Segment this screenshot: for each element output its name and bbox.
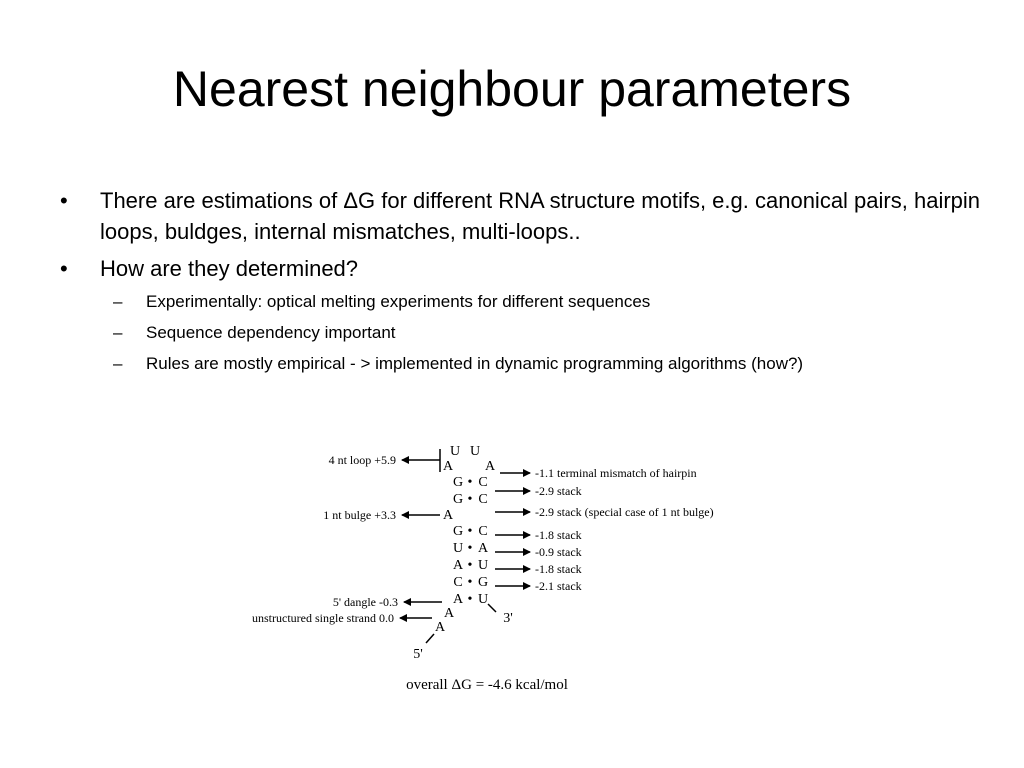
strand-line: [426, 634, 434, 643]
nucleotide: U: [477, 558, 489, 573]
slide-title: Nearest neighbour parameters: [172, 61, 852, 117]
sub-bullet-marker: –: [113, 323, 123, 343]
strand-line: [488, 604, 496, 612]
bulge-nucleotide: A: [442, 508, 454, 523]
energy-label: -2.9 stack: [535, 484, 582, 498]
base-pair-bond: •: [467, 575, 473, 590]
bulge-energy-label: 1 nt bulge +3.3: [323, 508, 396, 522]
loop-nucleotide: A: [442, 459, 454, 474]
nucleotide: A: [452, 558, 464, 573]
tail-nucleotide: A: [434, 620, 446, 635]
energy-label: -0.9 stack: [535, 545, 582, 559]
nucleotide: C: [478, 475, 488, 490]
five-prime-label: 5': [413, 647, 423, 662]
nucleotide: U: [452, 541, 464, 556]
energy-label: -1.1 terminal mismatch of hairpin: [535, 466, 697, 480]
base-pair: [453, 541, 489, 556]
nucleotide: G: [452, 524, 464, 539]
loop-nucleotide: U: [469, 444, 481, 459]
sub-bullet-text: Sequence dependency important: [146, 323, 396, 343]
sub-bullet-marker: –: [113, 292, 123, 312]
nucleotide: C: [453, 575, 463, 590]
nucleotide: G: [452, 475, 464, 490]
nucleotide: U: [477, 592, 489, 607]
base-pair-bond: •: [467, 541, 473, 556]
nucleotide: C: [478, 524, 488, 539]
sub-bullet-text: Rules are mostly empirical - > implemented in dynamic programming algorithms (how?): [146, 353, 804, 373]
nucleotide: C: [478, 492, 488, 507]
bullet-text: How are they determined?: [100, 255, 359, 281]
energy-label: -2.1 stack: [535, 579, 582, 593]
base-pair: [453, 575, 488, 590]
base-pair-bond: •: [467, 524, 473, 539]
bullet-text: There are estimations of ΔG for different RNA structure motifs, e.g. canonical pairs, hairpin loops, buldges, internal mismatches, multi-loops..: [100, 188, 981, 244]
base-pair: [453, 475, 488, 490]
base-pair: [453, 558, 488, 573]
three-prime-label: 3': [503, 611, 513, 626]
nucleotide: G: [477, 575, 489, 590]
base-pair: [453, 524, 488, 539]
bullet-marker: •: [60, 188, 68, 213]
nucleotide: A: [477, 541, 489, 556]
base-pair: [453, 592, 488, 607]
loop-nucleotide: A: [484, 459, 496, 474]
energy-label: -1.8 stack: [535, 562, 582, 576]
base-pair-bond: •: [467, 592, 473, 607]
energy-label: -1.8 stack: [535, 528, 582, 542]
base-pair: [453, 492, 488, 507]
sub-bullet-text: Experimentally: optical melting experiments for different sequences: [146, 292, 651, 312]
loop-nucleotide: U: [449, 444, 461, 459]
single-strand-energy-label: unstructured single strand 0.0: [252, 611, 394, 625]
base-pair-bond: •: [467, 475, 473, 490]
nucleotide: A: [452, 592, 464, 607]
loop-energy-label: 4 nt loop +5.9: [328, 453, 396, 467]
base-pair-bond: •: [467, 558, 473, 573]
dangle-energy-label: 5' dangle -0.3: [332, 595, 398, 609]
nucleotide: G: [452, 492, 464, 507]
base-pair-bond: •: [467, 492, 473, 507]
overall-energy-label: overall ΔG = -4.6 kcal/mol: [406, 677, 568, 693]
bullet-marker: •: [60, 255, 68, 281]
tail-nucleotide: A: [443, 606, 455, 621]
sub-bullet-marker: –: [113, 353, 123, 373]
energy-label: -2.9 stack (special case of 1 nt bulge): [535, 505, 714, 519]
